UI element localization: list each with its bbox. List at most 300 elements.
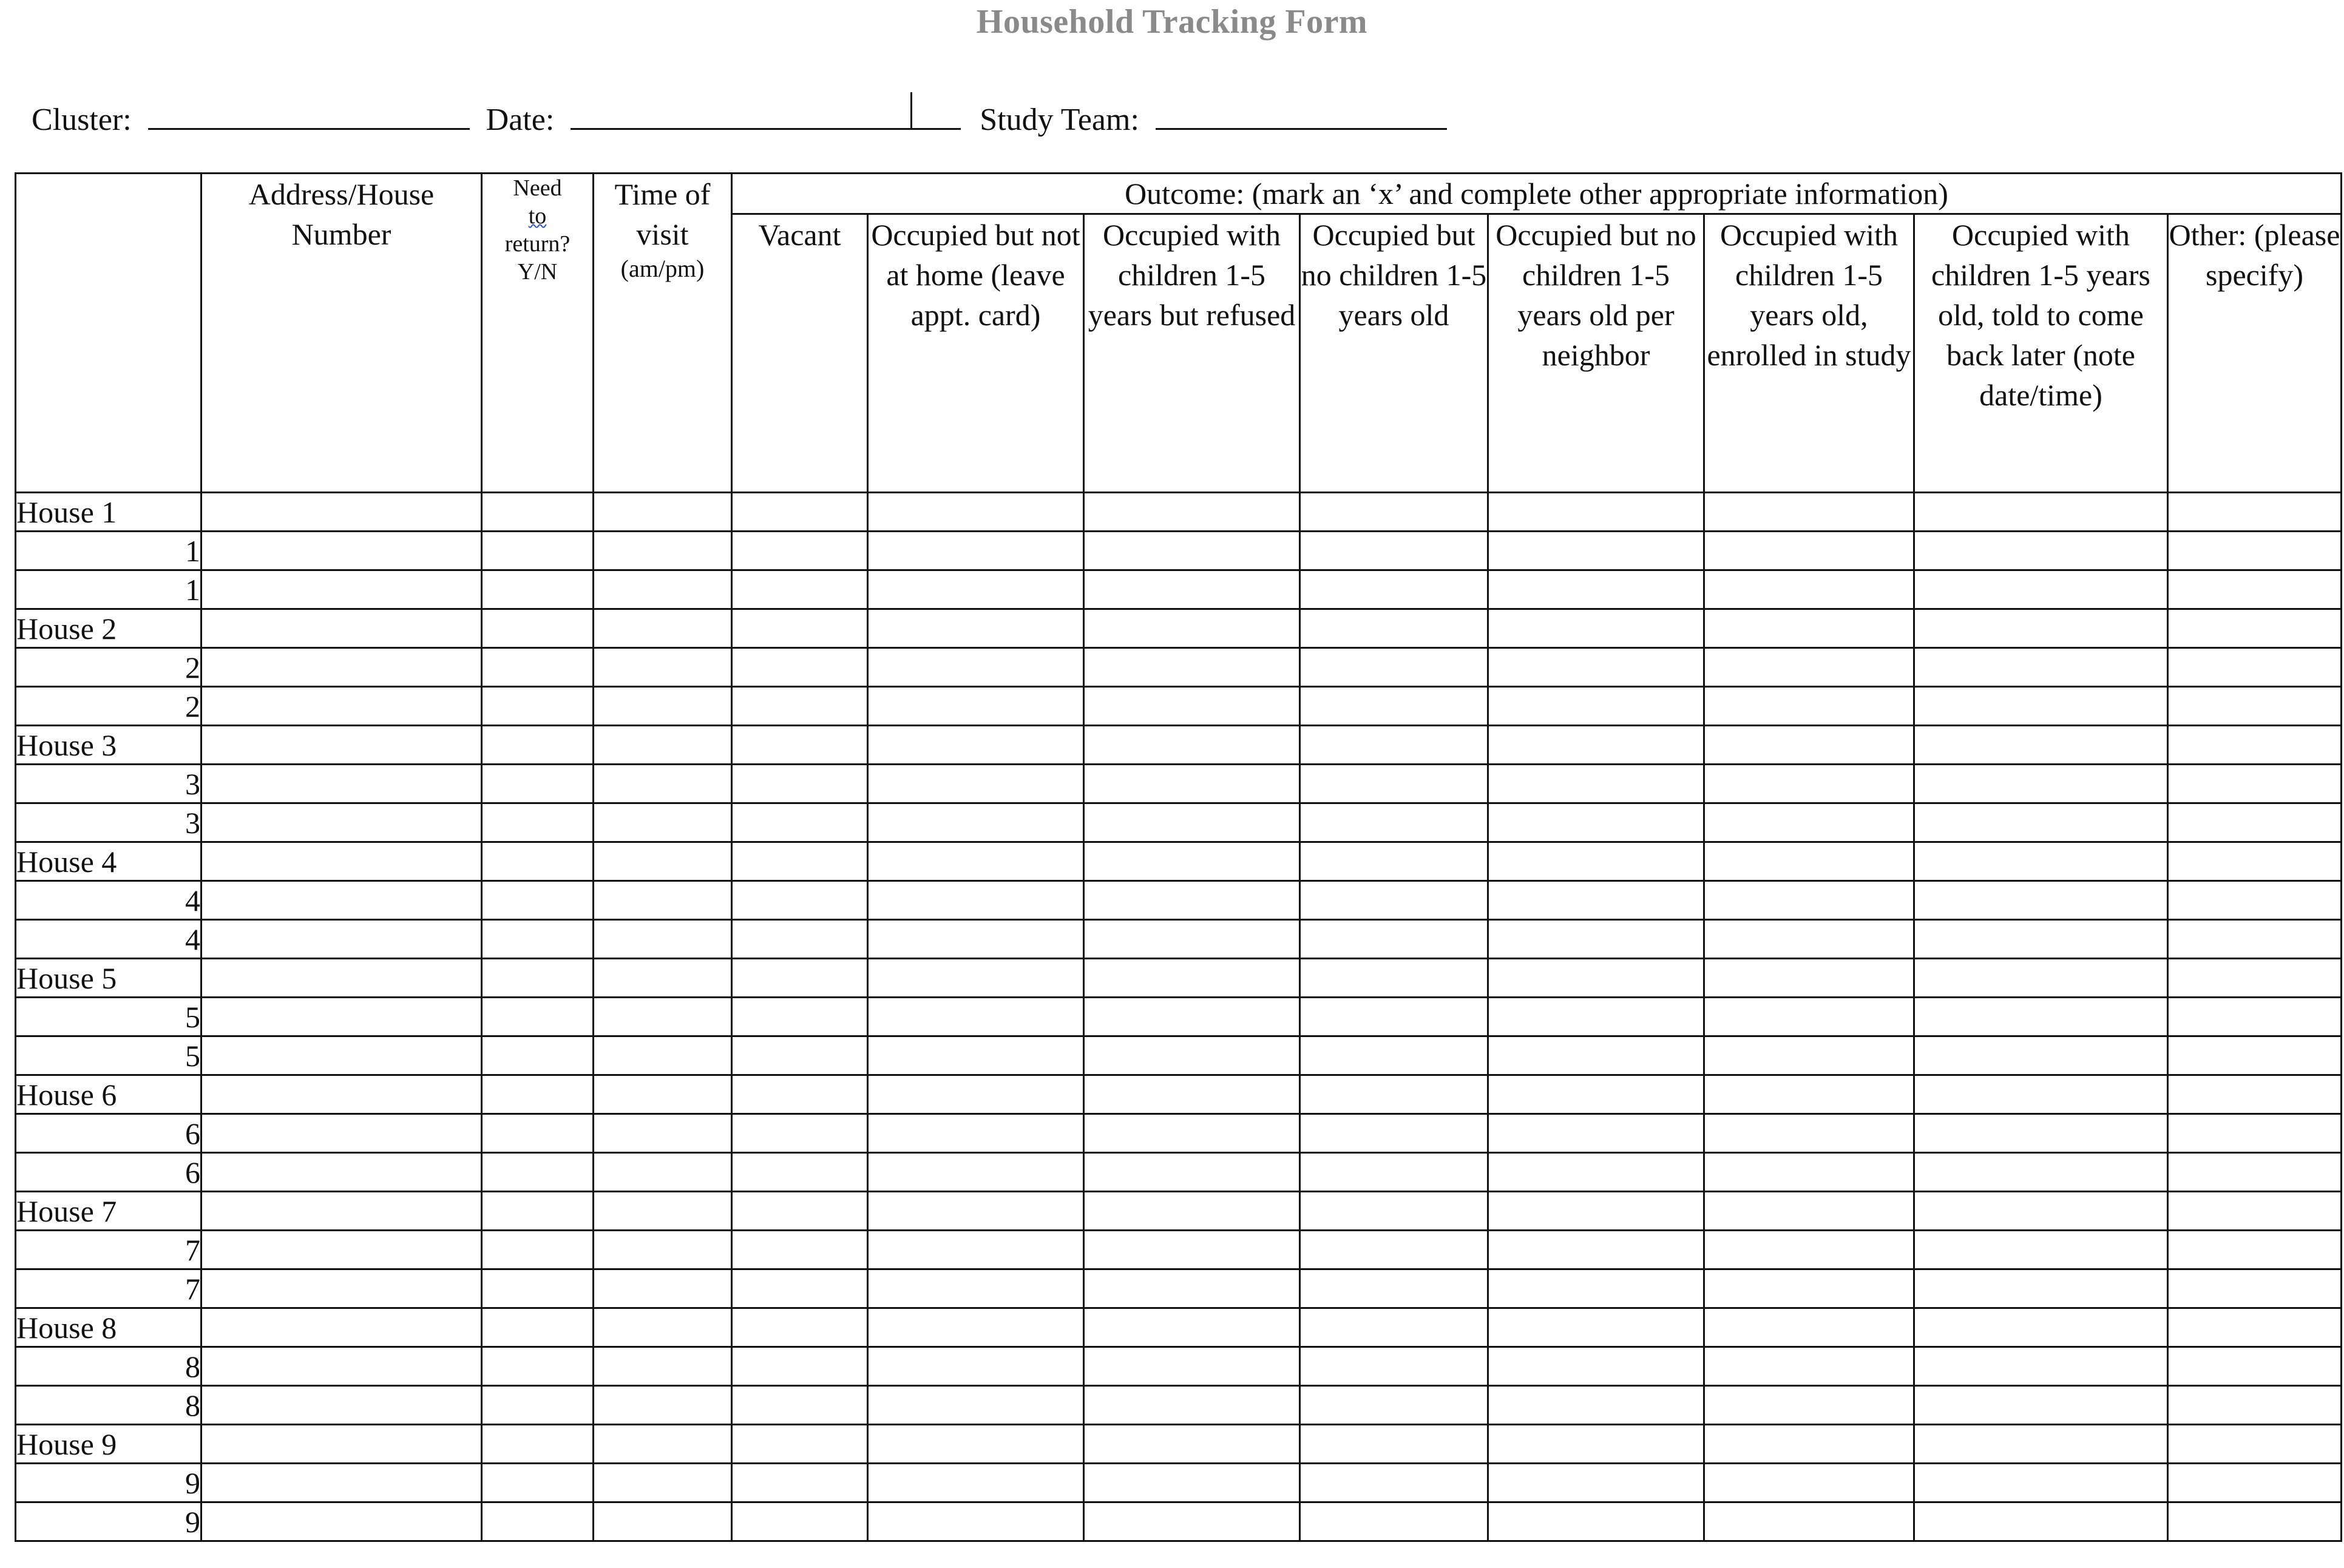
- vacant-cell[interactable]: [732, 1308, 868, 1347]
- vacant-cell[interactable]: [732, 1502, 868, 1541]
- time-of-visit-cell[interactable]: [594, 920, 732, 959]
- come-back-later-cell[interactable]: [1914, 920, 2168, 959]
- need-to-return-cell[interactable]: [482, 765, 594, 803]
- time-of-visit-cell[interactable]: [594, 881, 732, 920]
- come-back-later-cell[interactable]: [1914, 1308, 2168, 1347]
- no-children-per-neighbor-cell[interactable]: [1488, 920, 1704, 959]
- not-at-home-cell[interactable]: [868, 1464, 1084, 1502]
- not-at-home-cell[interactable]: [868, 1075, 1084, 1114]
- other-cell[interactable]: [2168, 881, 2342, 920]
- come-back-later-cell[interactable]: [1914, 609, 2168, 648]
- vacant-cell[interactable]: [732, 842, 868, 881]
- other-cell[interactable]: [2168, 570, 2342, 609]
- time-of-visit-cell[interactable]: [594, 1269, 732, 1308]
- address-cell[interactable]: [202, 1153, 482, 1192]
- need-to-return-cell[interactable]: [482, 687, 594, 726]
- other-cell[interactable]: [2168, 1464, 2342, 1502]
- need-to-return-cell[interactable]: [482, 532, 594, 570]
- no-children-cell[interactable]: [1300, 1269, 1488, 1308]
- no-children-per-neighbor-cell[interactable]: [1488, 1114, 1704, 1153]
- no-children-per-neighbor-cell[interactable]: [1488, 1192, 1704, 1231]
- other-cell[interactable]: [2168, 493, 2342, 532]
- other-cell[interactable]: [2168, 648, 2342, 687]
- no-children-cell[interactable]: [1300, 1231, 1488, 1269]
- time-of-visit-cell[interactable]: [594, 726, 732, 765]
- not-at-home-cell[interactable]: [868, 959, 1084, 998]
- time-of-visit-cell[interactable]: [594, 842, 732, 881]
- enrolled-cell[interactable]: [1704, 881, 1914, 920]
- vacant-cell[interactable]: [732, 959, 868, 998]
- not-at-home-cell[interactable]: [868, 920, 1084, 959]
- no-children-cell[interactable]: [1300, 570, 1488, 609]
- vacant-cell[interactable]: [732, 609, 868, 648]
- other-cell[interactable]: [2168, 1269, 2342, 1308]
- no-children-per-neighbor-cell[interactable]: [1488, 648, 1704, 687]
- refused-cell[interactable]: [1084, 842, 1300, 881]
- vacant-cell[interactable]: [732, 570, 868, 609]
- need-to-return-cell[interactable]: [482, 1386, 594, 1425]
- refused-cell[interactable]: [1084, 959, 1300, 998]
- other-cell[interactable]: [2168, 1114, 2342, 1153]
- no-children-cell[interactable]: [1300, 687, 1488, 726]
- vacant-cell[interactable]: [732, 493, 868, 532]
- enrolled-cell[interactable]: [1704, 1114, 1914, 1153]
- refused-cell[interactable]: [1084, 1347, 1300, 1386]
- not-at-home-cell[interactable]: [868, 1231, 1084, 1269]
- come-back-later-cell[interactable]: [1914, 803, 2168, 842]
- address-cell[interactable]: [202, 570, 482, 609]
- need-to-return-cell[interactable]: [482, 1425, 594, 1464]
- vacant-cell[interactable]: [732, 1269, 868, 1308]
- come-back-later-cell[interactable]: [1914, 1425, 2168, 1464]
- other-cell[interactable]: [2168, 726, 2342, 765]
- other-cell[interactable]: [2168, 959, 2342, 998]
- come-back-later-cell[interactable]: [1914, 1036, 2168, 1075]
- not-at-home-cell[interactable]: [868, 1502, 1084, 1541]
- enrolled-cell[interactable]: [1704, 920, 1914, 959]
- refused-cell[interactable]: [1084, 765, 1300, 803]
- no-children-per-neighbor-cell[interactable]: [1488, 609, 1704, 648]
- vacant-cell[interactable]: [732, 1153, 868, 1192]
- no-children-per-neighbor-cell[interactable]: [1488, 726, 1704, 765]
- address-cell[interactable]: [202, 726, 482, 765]
- other-cell[interactable]: [2168, 1192, 2342, 1231]
- not-at-home-cell[interactable]: [868, 1153, 1084, 1192]
- enrolled-cell[interactable]: [1704, 1075, 1914, 1114]
- need-to-return-cell[interactable]: [482, 1114, 594, 1153]
- need-to-return-cell[interactable]: [482, 609, 594, 648]
- not-at-home-cell[interactable]: [868, 1269, 1084, 1308]
- cluster-field[interactable]: [148, 98, 470, 130]
- time-of-visit-cell[interactable]: [594, 687, 732, 726]
- address-cell[interactable]: [202, 1425, 482, 1464]
- no-children-cell[interactable]: [1300, 920, 1488, 959]
- vacant-cell[interactable]: [732, 532, 868, 570]
- time-of-visit-cell[interactable]: [594, 1036, 732, 1075]
- other-cell[interactable]: [2168, 842, 2342, 881]
- vacant-cell[interactable]: [732, 920, 868, 959]
- address-cell[interactable]: [202, 1114, 482, 1153]
- need-to-return-cell[interactable]: [482, 1502, 594, 1541]
- time-of-visit-cell[interactable]: [594, 609, 732, 648]
- no-children-per-neighbor-cell[interactable]: [1488, 687, 1704, 726]
- enrolled-cell[interactable]: [1704, 726, 1914, 765]
- come-back-later-cell[interactable]: [1914, 1114, 2168, 1153]
- address-cell[interactable]: [202, 1308, 482, 1347]
- not-at-home-cell[interactable]: [868, 881, 1084, 920]
- no-children-cell[interactable]: [1300, 1036, 1488, 1075]
- vacant-cell[interactable]: [732, 803, 868, 842]
- vacant-cell[interactable]: [732, 1036, 868, 1075]
- address-cell[interactable]: [202, 609, 482, 648]
- enrolled-cell[interactable]: [1704, 609, 1914, 648]
- time-of-visit-cell[interactable]: [594, 1192, 732, 1231]
- vacant-cell[interactable]: [732, 687, 868, 726]
- time-of-visit-cell[interactable]: [594, 648, 732, 687]
- refused-cell[interactable]: [1084, 1308, 1300, 1347]
- refused-cell[interactable]: [1084, 1502, 1300, 1541]
- other-cell[interactable]: [2168, 687, 2342, 726]
- time-of-visit-cell[interactable]: [594, 532, 732, 570]
- other-cell[interactable]: [2168, 1231, 2342, 1269]
- no-children-per-neighbor-cell[interactable]: [1488, 493, 1704, 532]
- no-children-cell[interactable]: [1300, 765, 1488, 803]
- no-children-per-neighbor-cell[interactable]: [1488, 532, 1704, 570]
- no-children-per-neighbor-cell[interactable]: [1488, 570, 1704, 609]
- refused-cell[interactable]: [1084, 1075, 1300, 1114]
- time-of-visit-cell[interactable]: [594, 765, 732, 803]
- other-cell[interactable]: [2168, 1347, 2342, 1386]
- not-at-home-cell[interactable]: [868, 609, 1084, 648]
- other-cell[interactable]: [2168, 609, 2342, 648]
- vacant-cell[interactable]: [732, 765, 868, 803]
- address-cell[interactable]: [202, 765, 482, 803]
- refused-cell[interactable]: [1084, 726, 1300, 765]
- refused-cell[interactable]: [1084, 881, 1300, 920]
- time-of-visit-cell[interactable]: [594, 1231, 732, 1269]
- no-children-per-neighbor-cell[interactable]: [1488, 803, 1704, 842]
- not-at-home-cell[interactable]: [868, 1386, 1084, 1425]
- not-at-home-cell[interactable]: [868, 726, 1084, 765]
- need-to-return-cell[interactable]: [482, 959, 594, 998]
- refused-cell[interactable]: [1084, 609, 1300, 648]
- refused-cell[interactable]: [1084, 1464, 1300, 1502]
- no-children-cell[interactable]: [1300, 609, 1488, 648]
- come-back-later-cell[interactable]: [1914, 648, 2168, 687]
- not-at-home-cell[interactable]: [868, 1308, 1084, 1347]
- time-of-visit-cell[interactable]: [594, 493, 732, 532]
- refused-cell[interactable]: [1084, 648, 1300, 687]
- vacant-cell[interactable]: [732, 1114, 868, 1153]
- enrolled-cell[interactable]: [1704, 532, 1914, 570]
- no-children-cell[interactable]: [1300, 1308, 1488, 1347]
- no-children-per-neighbor-cell[interactable]: [1488, 1153, 1704, 1192]
- enrolled-cell[interactable]: [1704, 959, 1914, 998]
- enrolled-cell[interactable]: [1704, 1502, 1914, 1541]
- address-cell[interactable]: [202, 920, 482, 959]
- time-of-visit-cell[interactable]: [594, 1502, 732, 1541]
- refused-cell[interactable]: [1084, 803, 1300, 842]
- enrolled-cell[interactable]: [1704, 1192, 1914, 1231]
- vacant-cell[interactable]: [732, 648, 868, 687]
- address-cell[interactable]: [202, 1347, 482, 1386]
- vacant-cell[interactable]: [732, 998, 868, 1036]
- other-cell[interactable]: [2168, 1386, 2342, 1425]
- come-back-later-cell[interactable]: [1914, 570, 2168, 609]
- enrolled-cell[interactable]: [1704, 493, 1914, 532]
- address-cell[interactable]: [202, 959, 482, 998]
- no-children-per-neighbor-cell[interactable]: [1488, 1231, 1704, 1269]
- other-cell[interactable]: [2168, 1036, 2342, 1075]
- address-cell[interactable]: [202, 842, 482, 881]
- no-children-per-neighbor-cell[interactable]: [1488, 1386, 1704, 1425]
- enrolled-cell[interactable]: [1704, 1464, 1914, 1502]
- not-at-home-cell[interactable]: [868, 1425, 1084, 1464]
- address-cell[interactable]: [202, 881, 482, 920]
- come-back-later-cell[interactable]: [1914, 1386, 2168, 1425]
- no-children-cell[interactable]: [1300, 1153, 1488, 1192]
- come-back-later-cell[interactable]: [1914, 1075, 2168, 1114]
- refused-cell[interactable]: [1084, 532, 1300, 570]
- address-cell[interactable]: [202, 1502, 482, 1541]
- not-at-home-cell[interactable]: [868, 803, 1084, 842]
- other-cell[interactable]: [2168, 532, 2342, 570]
- come-back-later-cell[interactable]: [1914, 1153, 2168, 1192]
- no-children-cell[interactable]: [1300, 726, 1488, 765]
- no-children-per-neighbor-cell[interactable]: [1488, 1347, 1704, 1386]
- not-at-home-cell[interactable]: [868, 1192, 1084, 1231]
- refused-cell[interactable]: [1084, 920, 1300, 959]
- other-cell[interactable]: [2168, 803, 2342, 842]
- refused-cell[interactable]: [1084, 1114, 1300, 1153]
- come-back-later-cell[interactable]: [1914, 532, 2168, 570]
- come-back-later-cell[interactable]: [1914, 1269, 2168, 1308]
- enrolled-cell[interactable]: [1704, 998, 1914, 1036]
- no-children-per-neighbor-cell[interactable]: [1488, 765, 1704, 803]
- not-at-home-cell[interactable]: [868, 1114, 1084, 1153]
- refused-cell[interactable]: [1084, 1192, 1300, 1231]
- vacant-cell[interactable]: [732, 1231, 868, 1269]
- enrolled-cell[interactable]: [1704, 648, 1914, 687]
- need-to-return-cell[interactable]: [482, 842, 594, 881]
- refused-cell[interactable]: [1084, 493, 1300, 532]
- refused-cell[interactable]: [1084, 570, 1300, 609]
- other-cell[interactable]: [2168, 920, 2342, 959]
- no-children-per-neighbor-cell[interactable]: [1488, 1425, 1704, 1464]
- study-team-field[interactable]: [1156, 98, 1447, 130]
- enrolled-cell[interactable]: [1704, 1308, 1914, 1347]
- no-children-per-neighbor-cell[interactable]: [1488, 1269, 1704, 1308]
- date-field-tail[interactable]: [912, 98, 961, 130]
- refused-cell[interactable]: [1084, 1425, 1300, 1464]
- time-of-visit-cell[interactable]: [594, 803, 732, 842]
- no-children-cell[interactable]: [1300, 842, 1488, 881]
- need-to-return-cell[interactable]: [482, 1347, 594, 1386]
- no-children-cell[interactable]: [1300, 803, 1488, 842]
- no-children-cell[interactable]: [1300, 493, 1488, 532]
- no-children-cell[interactable]: [1300, 648, 1488, 687]
- not-at-home-cell[interactable]: [868, 998, 1084, 1036]
- need-to-return-cell[interactable]: [482, 881, 594, 920]
- no-children-cell[interactable]: [1300, 1192, 1488, 1231]
- need-to-return-cell[interactable]: [482, 1464, 594, 1502]
- no-children-per-neighbor-cell[interactable]: [1488, 1075, 1704, 1114]
- not-at-home-cell[interactable]: [868, 570, 1084, 609]
- refused-cell[interactable]: [1084, 1386, 1300, 1425]
- other-cell[interactable]: [2168, 765, 2342, 803]
- address-cell[interactable]: [202, 803, 482, 842]
- no-children-cell[interactable]: [1300, 1075, 1488, 1114]
- refused-cell[interactable]: [1084, 1269, 1300, 1308]
- come-back-later-cell[interactable]: [1914, 1192, 2168, 1231]
- come-back-later-cell[interactable]: [1914, 765, 2168, 803]
- no-children-per-neighbor-cell[interactable]: [1488, 1308, 1704, 1347]
- not-at-home-cell[interactable]: [868, 648, 1084, 687]
- date-field[interactable]: [571, 98, 910, 130]
- other-cell[interactable]: [2168, 1308, 2342, 1347]
- vacant-cell[interactable]: [732, 1386, 868, 1425]
- time-of-visit-cell[interactable]: [594, 1153, 732, 1192]
- address-cell[interactable]: [202, 1036, 482, 1075]
- refused-cell[interactable]: [1084, 998, 1300, 1036]
- need-to-return-cell[interactable]: [482, 1269, 594, 1308]
- time-of-visit-cell[interactable]: [594, 1464, 732, 1502]
- need-to-return-cell[interactable]: [482, 1231, 594, 1269]
- vacant-cell[interactable]: [732, 881, 868, 920]
- refused-cell[interactable]: [1084, 1231, 1300, 1269]
- no-children-cell[interactable]: [1300, 1464, 1488, 1502]
- other-cell[interactable]: [2168, 1425, 2342, 1464]
- refused-cell[interactable]: [1084, 1036, 1300, 1075]
- enrolled-cell[interactable]: [1704, 1153, 1914, 1192]
- no-children-cell[interactable]: [1300, 1386, 1488, 1425]
- other-cell[interactable]: [2168, 1502, 2342, 1541]
- enrolled-cell[interactable]: [1704, 1231, 1914, 1269]
- other-cell[interactable]: [2168, 998, 2342, 1036]
- come-back-later-cell[interactable]: [1914, 842, 2168, 881]
- other-cell[interactable]: [2168, 1075, 2342, 1114]
- need-to-return-cell[interactable]: [482, 803, 594, 842]
- refused-cell[interactable]: [1084, 1153, 1300, 1192]
- no-children-per-neighbor-cell[interactable]: [1488, 998, 1704, 1036]
- vacant-cell[interactable]: [732, 1464, 868, 1502]
- no-children-cell[interactable]: [1300, 959, 1488, 998]
- enrolled-cell[interactable]: [1704, 803, 1914, 842]
- need-to-return-cell[interactable]: [482, 1075, 594, 1114]
- no-children-cell[interactable]: [1300, 1114, 1488, 1153]
- no-children-per-neighbor-cell[interactable]: [1488, 842, 1704, 881]
- other-cell[interactable]: [2168, 1153, 2342, 1192]
- come-back-later-cell[interactable]: [1914, 1347, 2168, 1386]
- address-cell[interactable]: [202, 1192, 482, 1231]
- address-cell[interactable]: [202, 532, 482, 570]
- need-to-return-cell[interactable]: [482, 726, 594, 765]
- vacant-cell[interactable]: [732, 1425, 868, 1464]
- enrolled-cell[interactable]: [1704, 1347, 1914, 1386]
- no-children-cell[interactable]: [1300, 532, 1488, 570]
- no-children-cell[interactable]: [1300, 1502, 1488, 1541]
- address-cell[interactable]: [202, 1231, 482, 1269]
- vacant-cell[interactable]: [732, 1347, 868, 1386]
- time-of-visit-cell[interactable]: [594, 1114, 732, 1153]
- address-cell[interactable]: [202, 687, 482, 726]
- come-back-later-cell[interactable]: [1914, 1464, 2168, 1502]
- not-at-home-cell[interactable]: [868, 687, 1084, 726]
- need-to-return-cell[interactable]: [482, 1308, 594, 1347]
- not-at-home-cell[interactable]: [868, 842, 1084, 881]
- time-of-visit-cell[interactable]: [594, 959, 732, 998]
- time-of-visit-cell[interactable]: [594, 998, 732, 1036]
- need-to-return-cell[interactable]: [482, 570, 594, 609]
- need-to-return-cell[interactable]: [482, 648, 594, 687]
- address-cell[interactable]: [202, 493, 482, 532]
- not-at-home-cell[interactable]: [868, 493, 1084, 532]
- need-to-return-cell[interactable]: [482, 920, 594, 959]
- enrolled-cell[interactable]: [1704, 1036, 1914, 1075]
- need-to-return-cell[interactable]: [482, 1153, 594, 1192]
- no-children-cell[interactable]: [1300, 998, 1488, 1036]
- enrolled-cell[interactable]: [1704, 1386, 1914, 1425]
- address-cell[interactable]: [202, 1075, 482, 1114]
- come-back-later-cell[interactable]: [1914, 1231, 2168, 1269]
- time-of-visit-cell[interactable]: [594, 1347, 732, 1386]
- not-at-home-cell[interactable]: [868, 1036, 1084, 1075]
- refused-cell[interactable]: [1084, 687, 1300, 726]
- address-cell[interactable]: [202, 1269, 482, 1308]
- need-to-return-cell[interactable]: [482, 998, 594, 1036]
- not-at-home-cell[interactable]: [868, 1347, 1084, 1386]
- vacant-cell[interactable]: [732, 1192, 868, 1231]
- enrolled-cell[interactable]: [1704, 1269, 1914, 1308]
- no-children-per-neighbor-cell[interactable]: [1488, 881, 1704, 920]
- no-children-per-neighbor-cell[interactable]: [1488, 1502, 1704, 1541]
- come-back-later-cell[interactable]: [1914, 726, 2168, 765]
- enrolled-cell[interactable]: [1704, 765, 1914, 803]
- come-back-later-cell[interactable]: [1914, 998, 2168, 1036]
- come-back-later-cell[interactable]: [1914, 1502, 2168, 1541]
- not-at-home-cell[interactable]: [868, 765, 1084, 803]
- come-back-later-cell[interactable]: [1914, 959, 2168, 998]
- need-to-return-cell[interactable]: [482, 1192, 594, 1231]
- vacant-cell[interactable]: [732, 1075, 868, 1114]
- address-cell[interactable]: [202, 648, 482, 687]
- no-children-cell[interactable]: [1300, 881, 1488, 920]
- time-of-visit-cell[interactable]: [594, 1425, 732, 1464]
- no-children-per-neighbor-cell[interactable]: [1488, 1464, 1704, 1502]
- address-cell[interactable]: [202, 1386, 482, 1425]
- time-of-visit-cell[interactable]: [594, 570, 732, 609]
- no-children-cell[interactable]: [1300, 1425, 1488, 1464]
- not-at-home-cell[interactable]: [868, 532, 1084, 570]
- address-cell[interactable]: [202, 998, 482, 1036]
- vacant-cell[interactable]: [732, 726, 868, 765]
- come-back-later-cell[interactable]: [1914, 493, 2168, 532]
- time-of-visit-cell[interactable]: [594, 1386, 732, 1425]
- no-children-per-neighbor-cell[interactable]: [1488, 1036, 1704, 1075]
- come-back-later-cell[interactable]: [1914, 687, 2168, 726]
- address-cell[interactable]: [202, 1464, 482, 1502]
- no-children-cell[interactable]: [1300, 1347, 1488, 1386]
- enrolled-cell[interactable]: [1704, 687, 1914, 726]
- time-of-visit-cell[interactable]: [594, 1075, 732, 1114]
- enrolled-cell[interactable]: [1704, 570, 1914, 609]
- come-back-later-cell[interactable]: [1914, 881, 2168, 920]
- need-to-return-cell[interactable]: [482, 1036, 594, 1075]
- need-to-return-cell[interactable]: [482, 493, 594, 532]
- enrolled-cell[interactable]: [1704, 1425, 1914, 1464]
- time-of-visit-cell[interactable]: [594, 1308, 732, 1347]
- no-children-per-neighbor-cell[interactable]: [1488, 959, 1704, 998]
